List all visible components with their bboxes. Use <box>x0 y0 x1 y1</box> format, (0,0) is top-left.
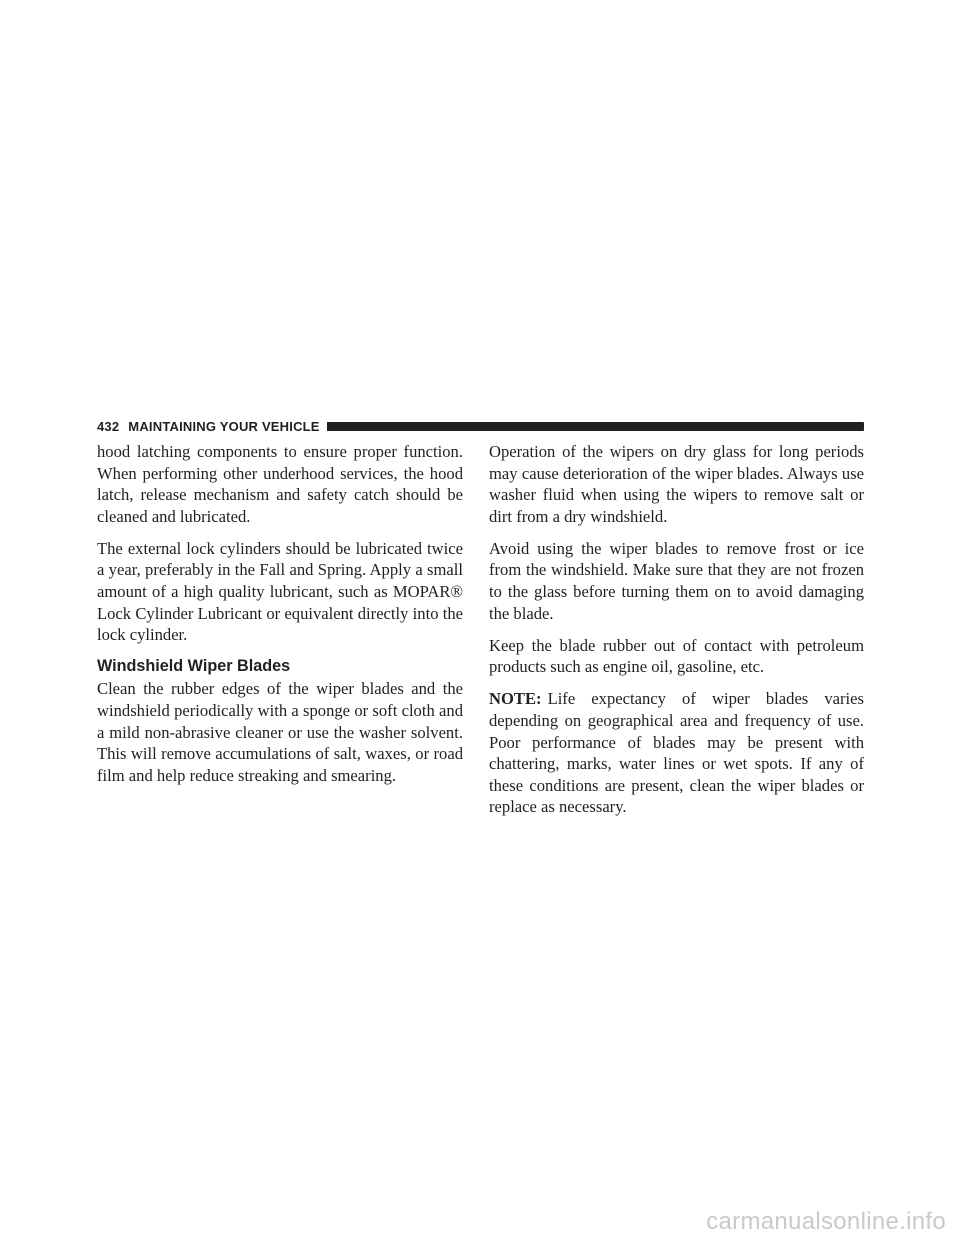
wiper-cleaning-paragraph: Clean the rubber edges of the wiper blades and the windshield periodically with a sponge or soft cloth and a mild non-abrasive cleaner or use the washer solvent. This will remove accumulations of salt, waxes, or road film and help reduce streaking and smearing. <box>97 679 463 785</box>
section-title: MAINTAINING YOUR VEHICLE <box>128 418 320 434</box>
header-rule <box>327 422 864 431</box>
right-column <box>489 441 864 829</box>
left-column <box>97 441 463 797</box>
hood-latch-paragraph: hood latching components to ensure proper function. When performing other underhood services, the hood latch, release mechanism and safety catch should be cleaned and lubricated. <box>97 442 463 526</box>
page-header <box>97 417 864 435</box>
note-label: NOTE: <box>489 689 542 709</box>
page-number: 432 <box>97 418 120 434</box>
watermark: carmanualsonline.info <box>706 1208 946 1235</box>
lock-cylinder-paragraph: The external lock cylinders should be lubricated twice a year, preferably in the Fall and Spring. Apply a small amount of a high quality lubricant, such as MOPAR® Lock Cylinder Lubricant or equivalent directly into the lock cylinder. <box>97 538 463 645</box>
petroleum-paragraph: Keep the blade rubber out of contact with petroleum products such as engine oil, gasoline, etc. <box>489 635 864 677</box>
note-text: Life expectancy of wiper blades varies depending on geographical area and frequency of use. Poor performance of blades may be present with chattering, marks, water lines or wet spots. If any of these conditions are present, clean the wiper blades or replace as necessary. <box>489 689 864 817</box>
note-paragraph <box>489 688 864 818</box>
frost-ice-paragraph: Avoid using the wiper blades to remove frost or ice from the windshield. Make sure that they are not frozen to the glass before turning them on to avoid damaging the blade. <box>489 538 864 623</box>
dry-glass-paragraph: Operation of the wipers on dry glass for long periods may cause deterioration of the wiper blades. Always use washer fluid when using the wipers to remove salt or dirt from a dry windshield. <box>489 442 864 526</box>
wiper-blades-heading: Windshield Wiper Blades <box>97 657 291 676</box>
